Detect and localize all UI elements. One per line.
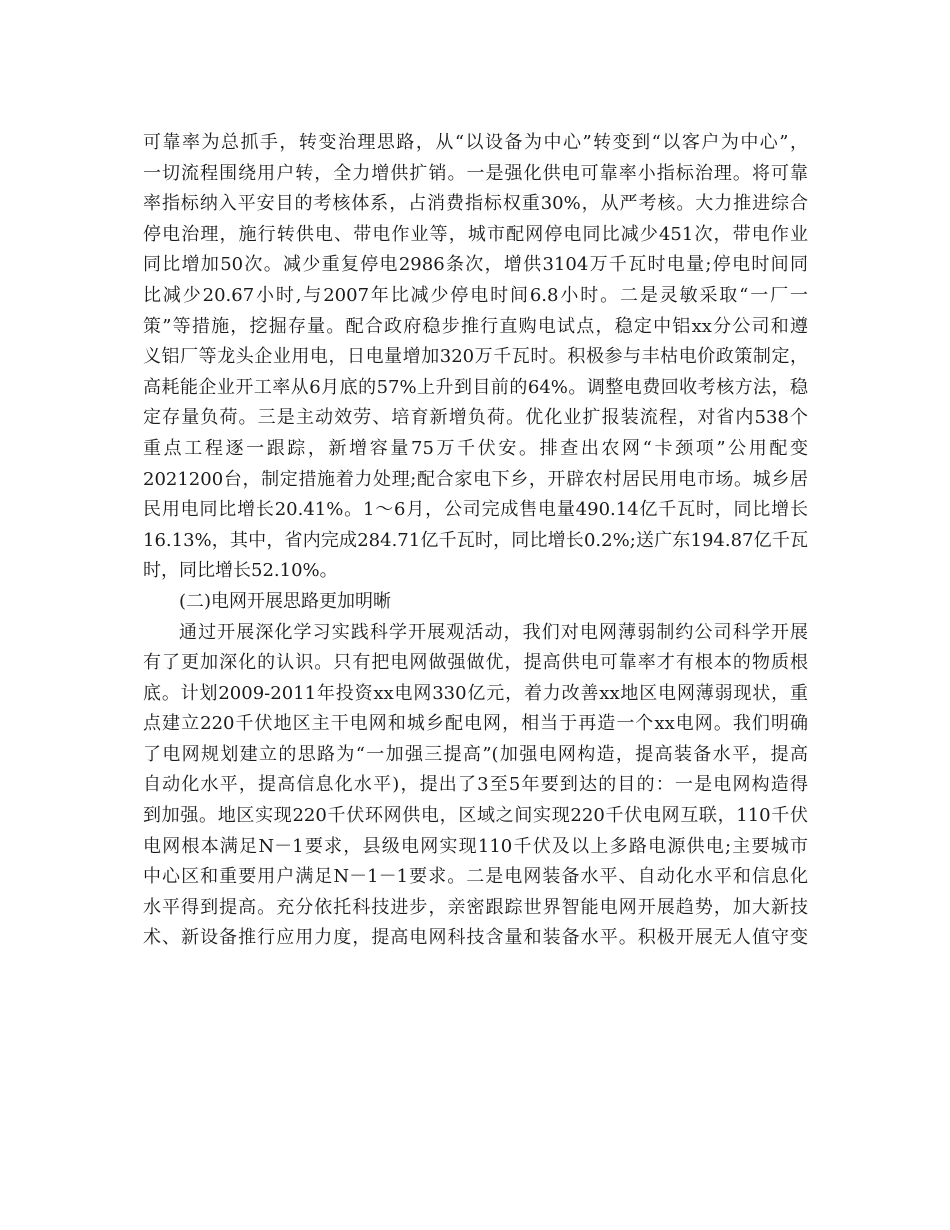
paragraph-1-line: 定存量负荷。三是主动效劳、培育新增负荷。优化业扩报装流程，对省内538个 <box>143 407 808 429</box>
paragraph-1-line: 重点工程逐一跟踪，新增容量75万千伏安。排查出农网“卡颈项”公用配变 <box>143 437 808 459</box>
paragraph-1-line: 2021200台，制定措施着力处理;配合家电下乡，开辟农村居民用电市场。城乡居 <box>143 468 808 490</box>
paragraph-2-line: 了电网规划建立的思路为“一加强三提高”(加强电网构造，提高装备水平，提高 <box>143 743 808 765</box>
paragraph-1-line: 时，同比增长52.10%。 <box>143 560 338 582</box>
paragraph-1-line: 策”等措施，挖掘存量。配合政府稳步推行直购电试点，稳定中铝xx分公司和遵 <box>143 315 808 337</box>
paragraph-2-line: 水平得到提高。充分依托科技进步，亲密跟踪世界智能电网开展趋势，加大新技 <box>143 896 808 918</box>
paragraph-1-line: 比减少20.67小时,与2007年比减少停电时间6.8小时。二是灵敏采取“一厂一 <box>143 284 808 306</box>
paragraph-2-line: 术、新设备推行应用力度，提高电网科技含量和装备水平。积极开展无人值守变 <box>143 927 808 949</box>
paragraph-1-line: 一切流程围绕用户转，全力增供扩销。一是强化供电可靠率小指标治理。将可靠 <box>143 162 808 184</box>
paragraph-2-line: 有了更加深化的认识。只有把电网做强做优，提高供电可靠率才有根本的物质根 <box>143 652 808 674</box>
section-heading: (二)电网开展思路更加明晰 <box>179 590 392 612</box>
paragraph-1-line: 高耗能企业开工率从6月底的57%上升到目前的64%。调整电费回收考核方法，稳 <box>143 376 808 398</box>
paragraph-1-line: 停电治理，施行转供电、带电作业等，城市配网停电同比减少451次，带电作业 <box>143 223 808 245</box>
document-body <box>143 128 808 954</box>
paragraph-2-line: 点建立220千伏地区主干电网和城乡配电网，相当于再造一个xx电网。我们明确 <box>143 713 808 735</box>
paragraph-2-line: 底。计划2009-2011年投资xx电网330亿元，着力改善xx地区电网薄弱现状，重 <box>143 682 808 704</box>
paragraph-1-line: 民用电同比增长20.41%。1～6月，公司完成售电量490.14亿千瓦时，同比增长 <box>143 499 808 521</box>
paragraph-1-line: 率指标纳入平安目的考核体系，占消费指标权重30%，从严考核。大力推进综合 <box>143 193 808 215</box>
paragraph-1-line: 义铝厂等龙头企业用电，日电量增加320万千瓦时。积极参与丰枯电价政策制定， <box>143 346 808 368</box>
paragraph-1-line: 16.13%，其中，省内完成284.71亿千瓦时，同比增长0.2%;送广东194.87亿千瓦 <box>143 529 808 551</box>
paragraph-1-line: 同比增加50次。减少重复停电2986条次，增供3104万千瓦时电量;停电时间同 <box>143 254 808 276</box>
paragraph-2-line: 自动化水平，提高信息化水平)，提出了3至5年要到达的目的：一是电网构造得 <box>143 774 808 796</box>
paragraph-2-line: 电网根本满足N－1要求，县级电网实现110千伏及以上多路电源供电;主要城市 <box>143 835 808 857</box>
paragraph-2-line: 通过开展深化学习实践科学开展观活动，我们对电网薄弱制约公司科学开展 <box>179 621 808 643</box>
paragraph-2-line: 到加强。地区实现220千伏环网供电，区域之间实现220千伏电网互联，110千伏 <box>143 805 808 827</box>
paragraph-1-line: 可靠率为总抓手，转变治理思路，从“以设备为中心”转变到“以客户为中心”， <box>143 132 808 153</box>
paragraph-2-line: 中心区和重要用户满足N－1－1要求。二是电网装备水平、自动化水平和信息化 <box>143 866 808 888</box>
